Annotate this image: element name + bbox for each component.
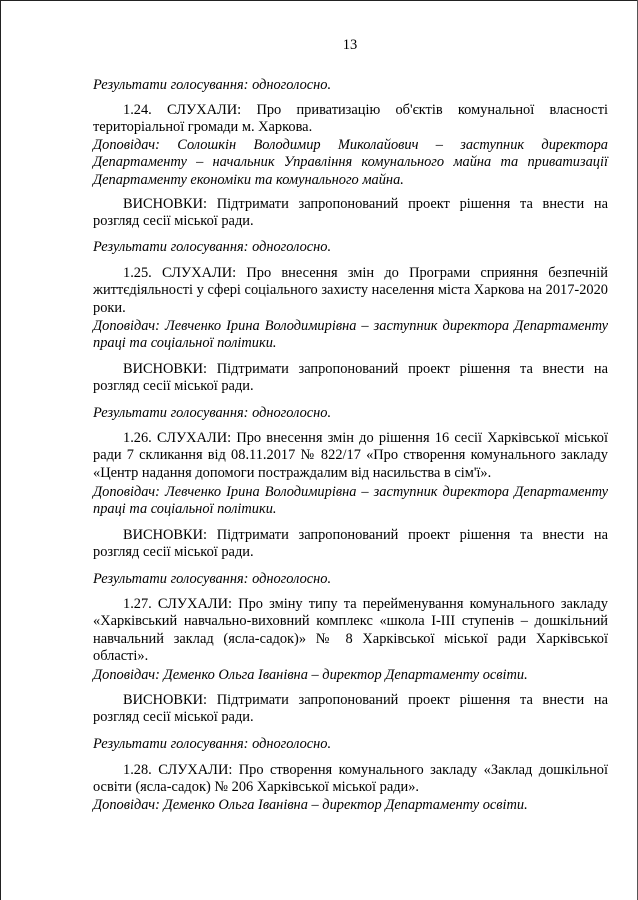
vote-label: Результати голосування:: [93, 405, 249, 421]
vote-result-1-27: [93, 736, 608, 753]
speaker-1-25: [93, 318, 608, 353]
conclusion-1-27: [93, 692, 608, 727]
speaker-1-27: [93, 667, 608, 684]
speaker-text: Деменко Ольга Іванівна – директор Департаменту освіти.: [163, 667, 528, 683]
heard-text: Про зміну типу та перейменування комунального закладу «Харківський навчально-виховний комплекс «школа І-ІІІ ступенів – дошкільний навчальний заклад (ясла-садок)» № 8 Харківської міської ради Харківської області».: [93, 596, 608, 665]
heard-text: Про приватизацію об'єктів комунальної власності територіальної громади м. Харкова.: [93, 102, 608, 136]
page-number: 13: [342, 37, 358, 53]
speaker-label: Доповідач:: [93, 484, 160, 500]
conclusion-label: ВИСНОВКИ:: [123, 361, 207, 377]
vote-value: одноголосно.: [252, 736, 332, 752]
vote-value: одноголосно.: [252, 571, 332, 587]
speaker-label: Доповідач:: [93, 318, 160, 334]
conclusion-text: Підтримати запропонований проект рішення та внести на розгляд сесії міської ради.: [93, 196, 608, 230]
page-edge-top: [0, 0, 638, 1]
heard-item-1-25: [93, 265, 608, 317]
speaker-text: Левченко Ірина Володимирівна – заступник директора Департаменту праці та соціальної політики.: [93, 318, 608, 352]
heard-label: 1.25. СЛУХАЛИ:: [123, 265, 237, 281]
speaker-1-24: [93, 137, 608, 189]
vote-label: Результати голосування:: [93, 571, 249, 587]
conclusion-text: Підтримати запропонований проект рішення та внести на розгляд сесії міської ради.: [93, 361, 608, 395]
speaker-text: Деменко Ольга Іванівна – директор Департаменту освіти.: [163, 797, 528, 813]
speaker-1-28: [93, 797, 608, 814]
heard-label: 1.24. СЛУХАЛИ:: [123, 102, 242, 118]
heard-text: Про створення комунального закладу «Заклад дошкільної освіти (ясла-садок) № 206 Харківської міської ради».: [93, 762, 608, 796]
vote-label: Результати голосування:: [93, 239, 249, 255]
conclusion-text: Підтримати запропонований проект рішення та внести на розгляд сесії міської ради.: [93, 527, 608, 561]
speaker-1-26: [93, 484, 608, 519]
vote-result: [93, 77, 608, 94]
conclusion-label: ВИСНОВКИ:: [123, 527, 207, 543]
vote-value: одноголосно.: [252, 77, 332, 93]
page-edge-left: [0, 0, 1, 900]
conclusion-1-25: [93, 361, 608, 396]
heard-label: 1.26. СЛУХАЛИ:: [123, 430, 232, 446]
speaker-label: Доповідач:: [93, 667, 160, 683]
conclusion-1-24: [93, 196, 608, 231]
speaker-text: Солошкін Володимир Миколайович – заступник директора Департаменту – начальник Управління комунального майна та приватизації Департаменту економіки та комунального майна.: [93, 137, 608, 188]
heard-text: Про внесення змін до Програми сприяння безпечній життєдіяльності у сфері соціального захисту населення міста Харкова на 2017-2020 роки.: [93, 265, 608, 316]
speaker-label: Доповідач:: [93, 797, 160, 813]
speaker-text: Левченко Ірина Володимирівна – заступник директора Департаменту праці та соціальної політики.: [93, 484, 608, 518]
vote-result-1-25: [93, 405, 608, 422]
conclusion-label: ВИСНОВКИ:: [123, 196, 207, 212]
vote-value: одноголосно.: [252, 239, 332, 255]
conclusion-text: Підтримати запропонований проект рішення та внести на розгляд сесії міської ради.: [93, 692, 608, 726]
conclusion-1-26: [93, 527, 608, 562]
vote-label: Результати голосування:: [93, 736, 249, 752]
vote-value: одноголосно.: [252, 405, 332, 421]
speaker-label: Доповідач:: [93, 137, 160, 153]
heard-text: Про внесення змін до рішення 16 сесії Харківської міської ради 7 скликання від 08.11.2017 № 822/17 «Про створення комунального закладу «Центр надання допомоги постраждалим від насильства в сім'ї».: [93, 430, 608, 481]
vote-result-1-24: [93, 239, 608, 256]
conclusion-label: ВИСНОВКИ:: [123, 692, 207, 708]
heard-item-1-28: [93, 762, 608, 797]
heard-label: 1.28. СЛУХАЛИ:: [123, 762, 233, 778]
vote-label: Результати голосування:: [93, 77, 249, 93]
vote-result-1-26: [93, 571, 608, 588]
heard-item-1-27: [93, 596, 608, 666]
heard-label: 1.27. СЛУХАЛИ:: [123, 596, 233, 612]
heard-item-1-26: [93, 430, 608, 482]
heard-item-1-24: [93, 102, 608, 137]
